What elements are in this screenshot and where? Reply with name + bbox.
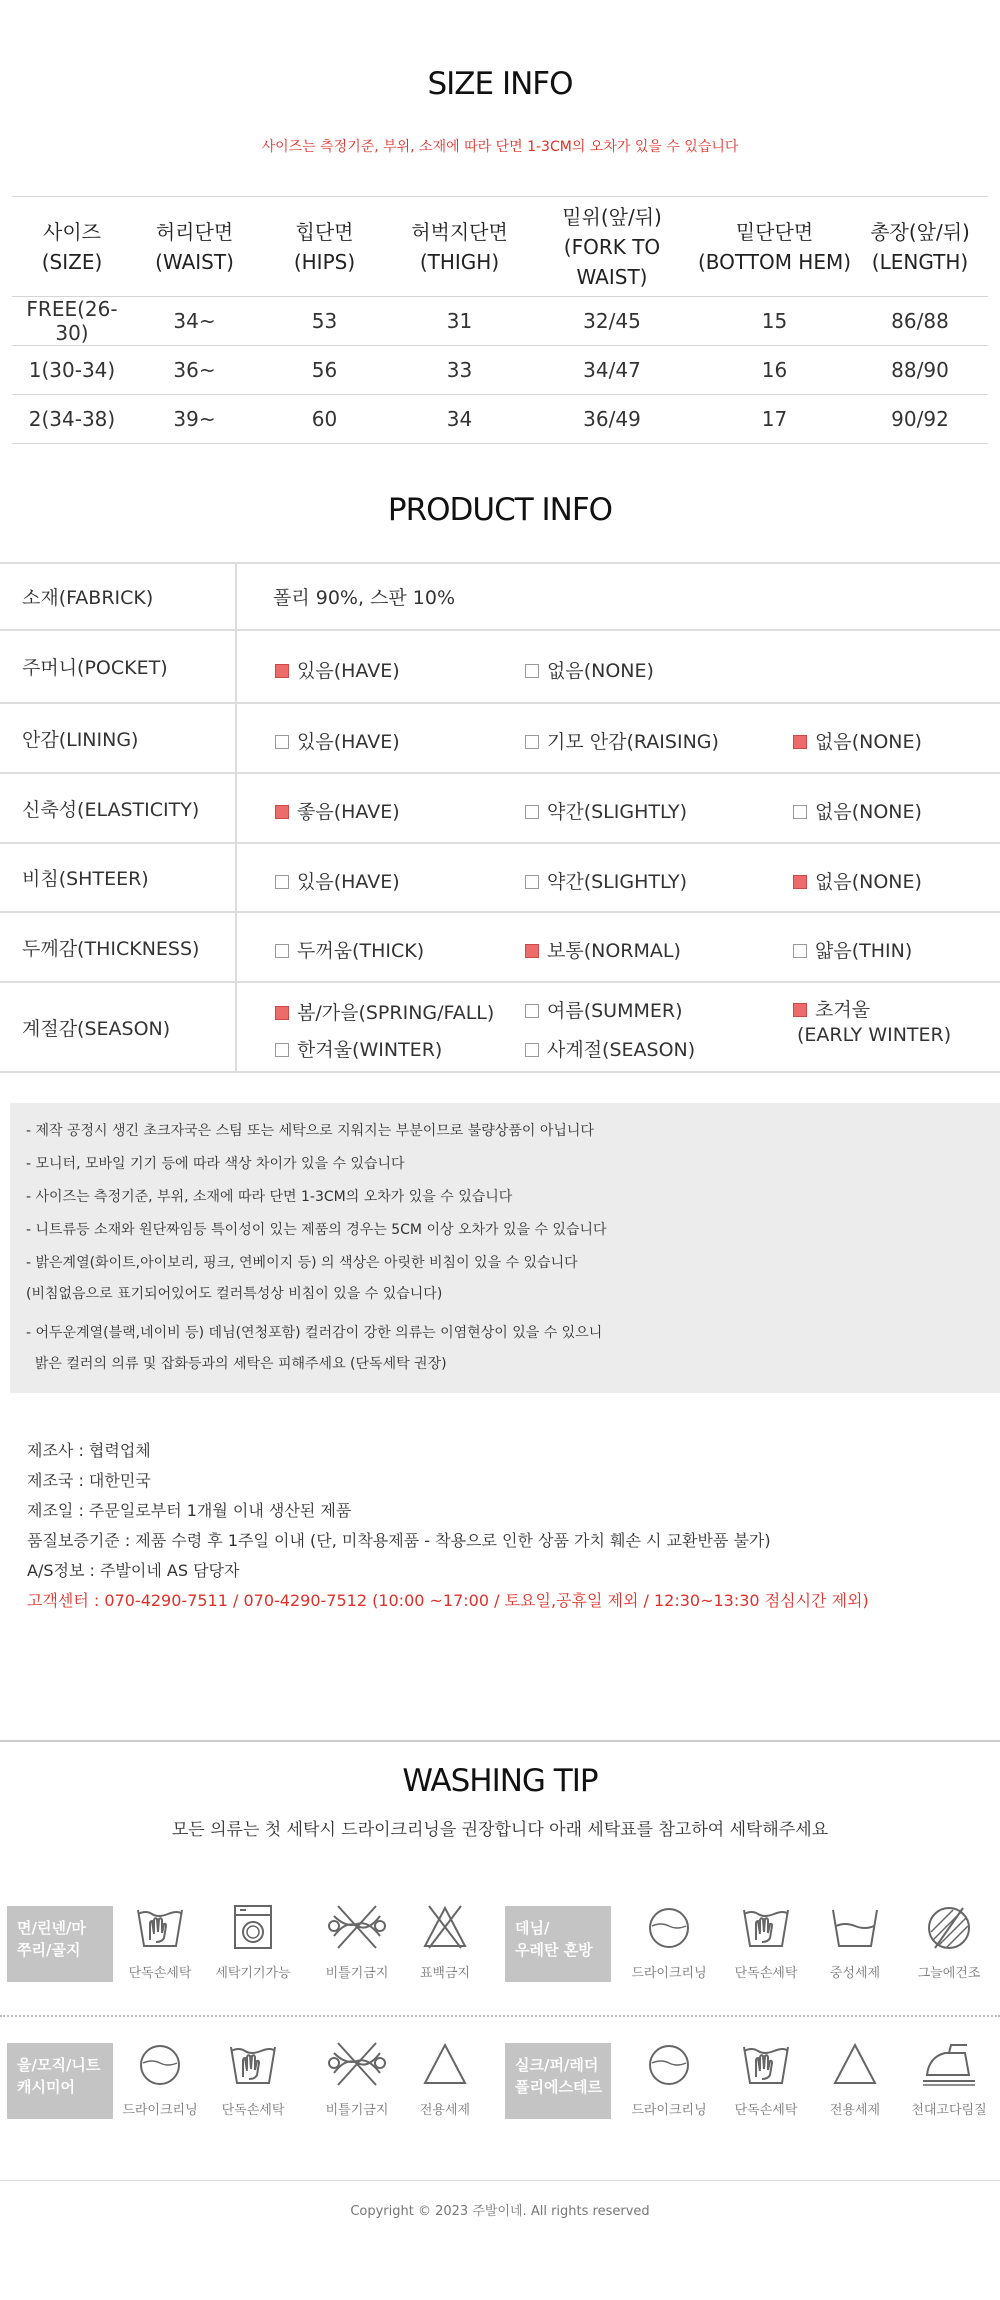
no-wring-icon: 비틀기금지 [312,1902,402,1981]
fabric-tag-wool: 울/모직/니트 캐시미어 [7,2043,113,2119]
note-line: - 제작 공정시 생긴 초크자국은 스팀 또는 세탁으로 지워지는 부분이므로 불량상품이 아닙니다 [26,1123,594,1139]
pocket-row [0,630,1000,703]
checkbox-empty-icon [793,805,807,819]
thigh-col-label: 허벅지단면 [411,219,508,244]
note-line: 밝은 컬러의 의류 및 잡화등과의 세탁은 피해주세요 (단독세탁 권장) [26,1356,447,1372]
checkbox-checked-icon [525,944,539,958]
hand-wash-icon: 단독손세탁 [208,2039,298,2118]
checkbox-empty-icon [275,875,289,889]
hips-cell: 53 [257,297,392,346]
season-option-all-season: 사계절(SEASON) [525,1035,695,1062]
waist-cell: 36~ [132,346,257,395]
thigh-cell: 34 [392,395,527,444]
hand-wash-icon: 단독손세탁 [115,1902,205,1981]
thickness-option-thick: 두꺼움(THICK) [275,936,424,963]
lining-option-none: 없음(NONE) [793,727,922,754]
checkbox-empty-icon [275,735,289,749]
product-info-table [0,562,1000,1073]
hand-wash-icon: 단독손세탁 [721,1902,811,1981]
fabric-tag-denim: 데님/ 우레탄 혼방 [505,1906,611,1982]
note-line: - 어두운계열(블랙,네이비 등) 데님(연청포함) 컬러감이 강한 의류는 이염현상이 있을 수 있으니 [26,1325,603,1341]
note-line: - 니트류등 소재와 원단짜임등 특이성이 있는 제품의 경우는 5CM 이상 오차가 있을 수 있습니다 [26,1222,607,1238]
checkbox-checked-icon [793,1003,807,1017]
maker-line: A/S정보 : 주발이네 AS 담당자 [27,1561,240,1580]
waist-col-label: 허리단면 [155,219,234,244]
size-col-label: 사이즈 [43,219,101,244]
checkbox-empty-icon [525,1004,539,1018]
hem-cell: 16 [697,346,852,395]
table-row [12,297,988,346]
maker-line: 품질보증기준 : 제품 수령 후 1주일 이내 (단, 미착용제품 - 착용으로 인한 상품 가치 훼손 시 교환반품 불가) [27,1531,771,1550]
dry-clean-icon: 드라이크리닝 [624,1902,714,1981]
size-cell: 1(30-34) [12,346,132,395]
maker-line: 제조국 : 대한민국 [27,1471,151,1490]
no-bleach-icon: 표백금지 [400,1902,490,1981]
season-option-summer: 여름(SUMMER) [525,996,683,1023]
washing-divider [0,2015,1000,2017]
size-table [12,196,988,444]
checkbox-empty-icon [275,1043,289,1057]
special-detergent-icon: 전용세제 [810,2039,900,2118]
size-col-sub: (SIZE) [41,249,103,274]
thickness-option-thin: 얇음(THIN) [793,936,912,963]
lining-label: 안감(LINING) [0,703,236,773]
lining-option-raising: 기모 안감(RAISING) [525,727,719,754]
checkbox-checked-icon [793,735,807,749]
checkbox-empty-icon [525,1043,539,1057]
thigh-cell: 31 [392,297,527,346]
footer-divider [0,2180,1000,2181]
hips-col-sub: (HIPS) [293,249,356,274]
length-cell: 86/88 [852,297,988,346]
lining-option-have: 있음(HAVE) [275,727,400,754]
product-info-title: PRODUCT INFO [387,492,613,528]
table-row [12,346,988,395]
checkbox-empty-icon [275,944,289,958]
customer-center: 고객센터 : 070-4290-7511 / 070-4290-7512 (10:00 ~17:00 / 토요일,공휴일 제외 / 12:30~13:30 점심시간 제외) [27,1591,869,1610]
fork-col-sub: (FORK TO WAIST) [563,234,661,289]
hem-cell: 15 [697,297,852,346]
checkbox-checked-icon [275,664,289,678]
elasticity-label: 신축성(ELASTICITY) [0,773,236,843]
sheer-option-slightly: 약간(SLIGHTLY) [525,867,687,894]
section-divider [0,1740,1000,1742]
checkbox-checked-icon [275,805,289,819]
checkbox-empty-icon [525,805,539,819]
thickness-row [0,912,1000,982]
pocket-option-have: 있음(HAVE) [275,656,400,683]
hips-cell: 60 [257,395,392,444]
copyright: Copyright © 2023 주발이네. All rights reserved [350,2204,650,2219]
note-line: - 사이즈는 측정기준, 부위, 소재에 따라 단면 1-3CM의 오차가 있을 수 있습니다 [26,1189,513,1205]
waist-col-sub: (WAIST) [155,249,234,274]
maker-info [27,1436,869,1616]
sheer-label: 비침(SHTEER) [0,843,236,912]
table-row [12,395,988,444]
pocket-option-none: 없음(NONE) [525,656,654,683]
season-row [0,982,1000,1072]
hem-cell: 17 [697,395,852,444]
pocket-label: 주머니(POCKET) [0,630,236,703]
checkbox-empty-icon [525,664,539,678]
size-cell: 2(34-38) [12,395,132,444]
fork-cell: 32/45 [527,297,697,346]
season-option-winter: 한겨울(WINTER) [275,1035,442,1062]
elasticity-option-none: 없음(NONE) [793,797,922,824]
note-line: (비침없음으로 표기되어있어도 컬러특성상 비침이 있을 수 있습니다) [26,1286,443,1302]
fabric-tag-cotton: 면/린넨/마 쭈리/골지 [7,1906,113,1982]
hem-col-sub: (BOTTOM HEM) [697,249,852,274]
thickness-label: 두께감(THICKNESS) [0,912,236,982]
lining-row [0,703,1000,773]
fabric-value: 폴리 90%, 스판 10% [236,563,1000,630]
waist-cell: 39~ [132,395,257,444]
length-col-sub: (LENGTH) [871,249,969,274]
special-detergent-icon: 전용세제 [400,2039,490,2118]
size-cell: FREE(26-30) [12,297,132,346]
shade-dry-icon: 그늘에건조 [904,1902,994,1981]
hand-wash-icon: 단독손세탁 [721,2039,811,2118]
note-line: - 밝은계열(화이트,아이보리, 핑크, 연베이지 등) 의 색상은 아릿한 비침이 있을 수 있습니다 [26,1255,578,1271]
hips-col-label: 힙단면 [295,219,354,244]
hem-col-label: 밑단단면 [735,219,814,244]
dry-clean-icon: 드라이크리닝 [624,2039,714,2118]
note-line: - 모니터, 모바일 기기 등에 따라 색상 차이가 있을 수 있습니다 [26,1156,405,1172]
washing-subtitle: 모든 의류는 첫 세탁시 드라이크리닝을 권장합니다 아래 세탁표를 참고하여 세탁해주세요 [171,1820,829,1840]
maker-line: 제조일 : 주문일로부터 1개월 이내 생산된 제품 [27,1501,352,1520]
elasticity-option-have: 좋음(HAVE) [275,797,400,824]
thigh-cell: 33 [392,346,527,395]
size-info-title: SIZE INFO [427,66,573,102]
elasticity-option-slightly: 약간(SLIGHTLY) [525,797,687,824]
size-header-row [12,197,988,297]
size-note: 사이즈는 측정기준, 부위, 소재에 따라 단면 1-3CM의 오차가 있을 수 있습니다 [261,139,739,155]
sheer-option-none: 없음(NONE) [793,867,922,894]
dry-clean-icon: 드라이크리닝 [115,2039,205,2118]
waist-cell: 34~ [132,297,257,346]
fork-cell: 36/49 [527,395,697,444]
sheer-row [0,843,1000,912]
fabric-row [0,563,1000,630]
thickness-option-normal: 보통(NORMAL) [525,936,681,963]
hips-cell: 56 [257,346,392,395]
maker-line: 제조사 : 협력업체 [27,1441,151,1460]
iron-with-cloth-icon: 천대고다림질 [904,2039,994,2118]
fabric-tag-silk: 실크/퍼/레더 폴리에스테르 [505,2043,611,2119]
season-label: 계절감(SEASON) [0,982,236,1072]
neutral-detergent-icon: 중성세제 [810,1902,900,1981]
no-wring-icon: 비틀기금지 [312,2039,402,2118]
care-notes-box [10,1103,1000,1393]
length-cell: 90/92 [852,395,988,444]
season-option-spring-fall: 봄/가을(SPRING/FALL) [275,998,494,1025]
length-col-label: 총장(앞/뒤) [870,219,970,244]
washing-tip-title: WASHING TIP [402,1763,598,1799]
washing-machine-icon: 세탁기기가능 [208,1902,298,1981]
fabric-label: 소재(FABRICK) [0,563,236,630]
checkbox-empty-icon [525,875,539,889]
thigh-col-sub: (THIGH) [419,249,500,274]
elasticity-row [0,773,1000,843]
length-cell: 88/90 [852,346,988,395]
checkbox-checked-icon [793,875,807,889]
season-option-early-winter: 초겨울 (EARLY WINTER) [793,998,951,1048]
fork-col-label: 밑위(앞/뒤) [562,204,662,229]
sheer-option-have: 있음(HAVE) [275,867,400,894]
checkbox-empty-icon [793,944,807,958]
checkbox-empty-icon [525,735,539,749]
fork-cell: 34/47 [527,346,697,395]
checkbox-checked-icon [275,1006,289,1020]
